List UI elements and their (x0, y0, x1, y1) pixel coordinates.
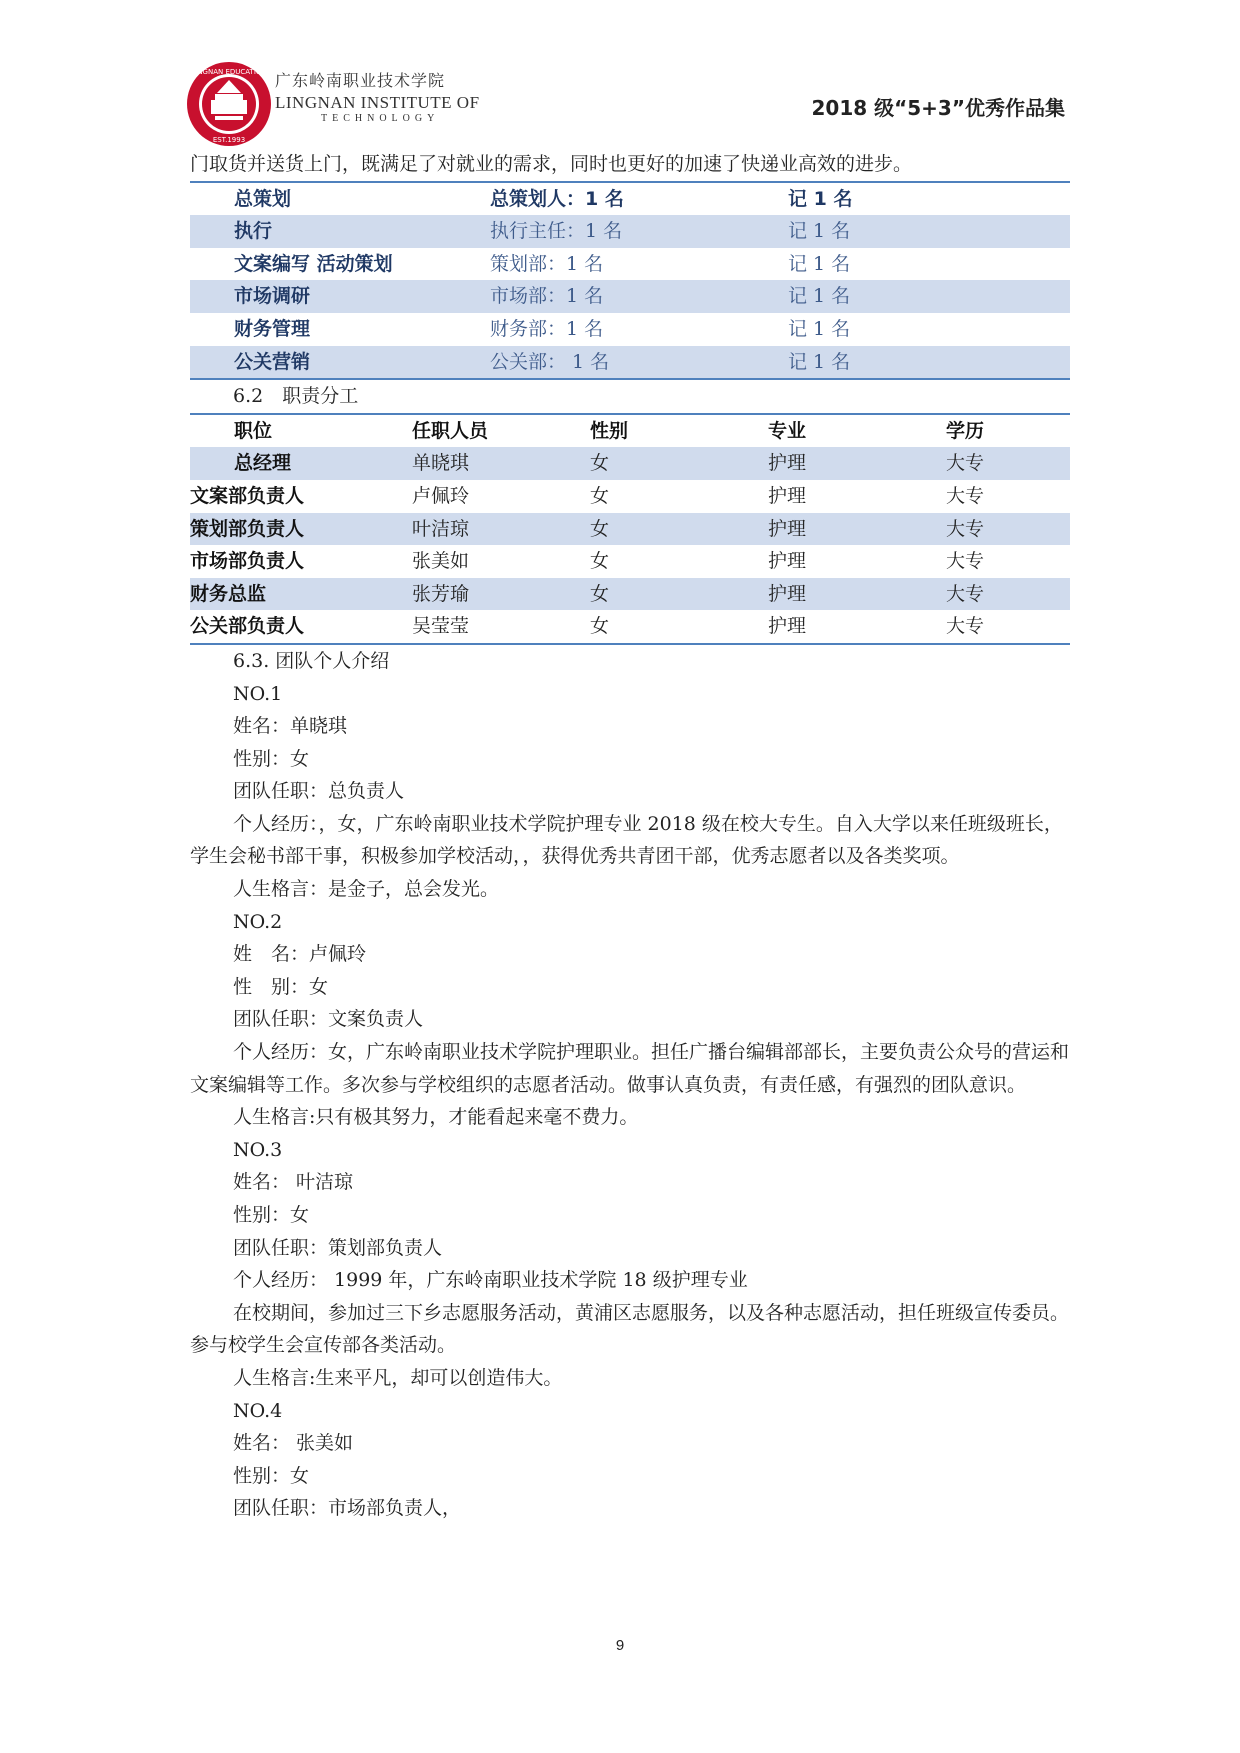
profile-2-gender: 性 别：女 (233, 975, 329, 998)
profile-1-role: 团队任职：总负责人 (233, 780, 405, 803)
logo-est-text: EST.1993 (212, 136, 246, 144)
profile-1-name: 姓名：单晓琪 (233, 715, 348, 738)
table-cell: 记 1 名 (788, 215, 1070, 248)
collection-title: 2018 级“5+3”优秀作品集 (811, 96, 1065, 120)
table-row (190, 346, 1070, 380)
table-row (190, 182, 1070, 216)
table-cell: 护理 (768, 615, 807, 638)
profile-2-bio: 个人经历：女，广东岭南职业技术学院护理职业。担任广播台编辑部部长，主要负责公众号的营运和文案编辑等工作。多次参与学校组织的志愿者活动。做事认真负责，有责任感，有强烈的团队意识。 (190, 1041, 1070, 1096)
school-logo-icon (185, 60, 273, 148)
table-cell: 公关部负责人 (190, 615, 305, 638)
table-cell: 护理 (768, 550, 807, 573)
table-row (190, 480, 1070, 513)
school-name-block (275, 68, 480, 124)
table-cell: 执行 (190, 215, 490, 248)
page-header (185, 60, 1065, 150)
planning-table (190, 181, 1070, 381)
table-row (190, 313, 1070, 346)
column-header: 专业 (768, 419, 807, 442)
table-cell: 记 1 名 (788, 187, 853, 210)
profile-1-number: NO.1 (233, 682, 283, 705)
table-cell: 总经理 (190, 447, 412, 480)
table-cell: 女 (590, 513, 768, 546)
table-row (190, 610, 1070, 644)
school-name-cn: 广东岭南职业技术学院 (275, 71, 446, 90)
profile-3-motto: 人生格言:生来平凡，却可以创造伟大。 (233, 1366, 563, 1389)
column-header: 职位 (234, 419, 273, 442)
table-cell: 护理 (768, 513, 946, 546)
profile-2-number: NO.2 (233, 910, 283, 933)
profile-4-name: 姓名： 张美如 (233, 1432, 354, 1455)
profile-4-role: 团队任职：市场部负责人， (233, 1497, 462, 1520)
table-cell: 张美如 (412, 550, 470, 573)
duty-table (190, 413, 1070, 645)
profile-4-gender: 性别：女 (233, 1464, 310, 1487)
table-cell: 文案编写 活动策划 (234, 252, 393, 275)
profile-2-name: 姓 名：卢佩玲 (233, 943, 367, 966)
table-cell: 卢佩玲 (412, 484, 470, 507)
table-cell: 记 1 名 (788, 252, 851, 275)
logo-ring-text: LINGNAN EDUCATION (191, 68, 267, 76)
column-header: 任职人员 (412, 419, 489, 442)
table-cell: 市场部：1 名 (490, 280, 788, 313)
table-row (190, 280, 1070, 313)
section-heading-6-2: 6.2 职责分工 (233, 385, 359, 408)
table-row (190, 545, 1070, 578)
column-header: 性别 (590, 419, 629, 442)
profile-2-motto: 人生格言:只有极其努力，才能看起来毫不费力。 (233, 1106, 639, 1129)
table-cell: 财务部：1 名 (490, 317, 604, 340)
table-cell: 公关部： 1 名 (490, 346, 788, 380)
table-cell: 叶洁琼 (412, 513, 590, 546)
table-row (190, 248, 1070, 281)
table-cell: 策划部负责人 (190, 513, 412, 546)
table-cell: 女 (590, 484, 610, 507)
table-cell: 女 (590, 578, 768, 611)
table-cell: 大专 (946, 447, 1070, 480)
table-cell: 总策划人：1 名 (490, 187, 624, 210)
table-cell: 大专 (946, 513, 1070, 546)
table-cell: 护理 (768, 484, 807, 507)
table-cell: 女 (590, 615, 610, 638)
school-name-en: LINGNAN INSTITUTE OF (275, 93, 480, 112)
table-cell: 女 (590, 550, 610, 573)
intro-line: 门取货并送货上门，既满足了对就业的需求，同时也更好的加速了快递业高效的进步。 (190, 153, 913, 175)
table-cell: 总策划 (234, 187, 292, 210)
profile-3-role: 团队任职：策划部负责人 (233, 1236, 443, 1259)
table-row (190, 513, 1070, 546)
table-cell: 女 (590, 447, 768, 480)
school-name-en-line2: TECHNOLOGY (321, 113, 440, 124)
table-cell: 大专 (946, 484, 985, 507)
table-header-row (190, 414, 1070, 448)
table-cell: 财务总监 (190, 578, 412, 611)
table-cell: 执行主任：1 名 (490, 215, 788, 248)
table-cell: 吴莹莹 (412, 615, 470, 638)
table-cell: 记 1 名 (788, 346, 1070, 380)
table-cell: 市场部负责人 (190, 550, 305, 573)
table-cell: 财务管理 (234, 317, 311, 340)
table-row (190, 447, 1070, 480)
table-cell: 市场调研 (190, 280, 490, 313)
profile-3-bio: 个人经历： 1999 年，广东岭南职业技术学院 18 级护理专业 (233, 1269, 748, 1292)
table-row (190, 578, 1070, 611)
table-cell: 单晓琪 (412, 447, 590, 480)
profile-1-gender: 性别：女 (233, 747, 310, 770)
table-cell: 大专 (946, 550, 985, 573)
profile-3-gender: 性别：女 (233, 1204, 310, 1226)
profile-3-bio-continued: 在校期间，参加过三下乡志愿服务活动，黄浦区志愿服务，以及各种志愿活动，担任班级宣传委员。参与校学生会宣传部各类活动。 (190, 1301, 1070, 1357)
profile-3-name: 姓名： 叶洁琼 (233, 1171, 354, 1194)
section-heading-6-3: 6.3. 团队个人介绍 (233, 649, 390, 672)
table-cell: 策划部：1 名 (490, 252, 604, 275)
table-cell: 文案部负责人 (190, 484, 305, 507)
page-content (190, 148, 1070, 1525)
table-cell: 公关营销 (190, 346, 490, 380)
profile-1-motto: 人生格言：是金子，总会发光。 (233, 878, 500, 901)
profile-4-number: NO.4 (233, 1399, 283, 1422)
table-cell: 记 1 名 (788, 317, 851, 340)
profile-2-role: 团队任职：文案负责人 (233, 1008, 424, 1031)
profile-1-bio: 个人经历：，女，广东岭南职业技术学院护理专业 2018 级在校大专生。自入大学以来任班级班长，学生会秘书部干事，积极参加学校活动，，获得优秀共青团干部，优秀志愿者以及各类奖项。 (190, 812, 1063, 868)
table-cell: 张芳瑜 (412, 578, 590, 611)
profile-3-number: NO.3 (233, 1138, 283, 1161)
page-number: 9 (615, 1637, 625, 1654)
table-cell: 大专 (946, 615, 985, 638)
column-header: 学历 (946, 419, 985, 442)
table-row (190, 215, 1070, 248)
table-cell: 护理 (768, 578, 946, 611)
table-cell: 记 1 名 (788, 280, 1070, 313)
table-cell: 护理 (768, 447, 946, 480)
table-cell: 大专 (946, 578, 1070, 611)
